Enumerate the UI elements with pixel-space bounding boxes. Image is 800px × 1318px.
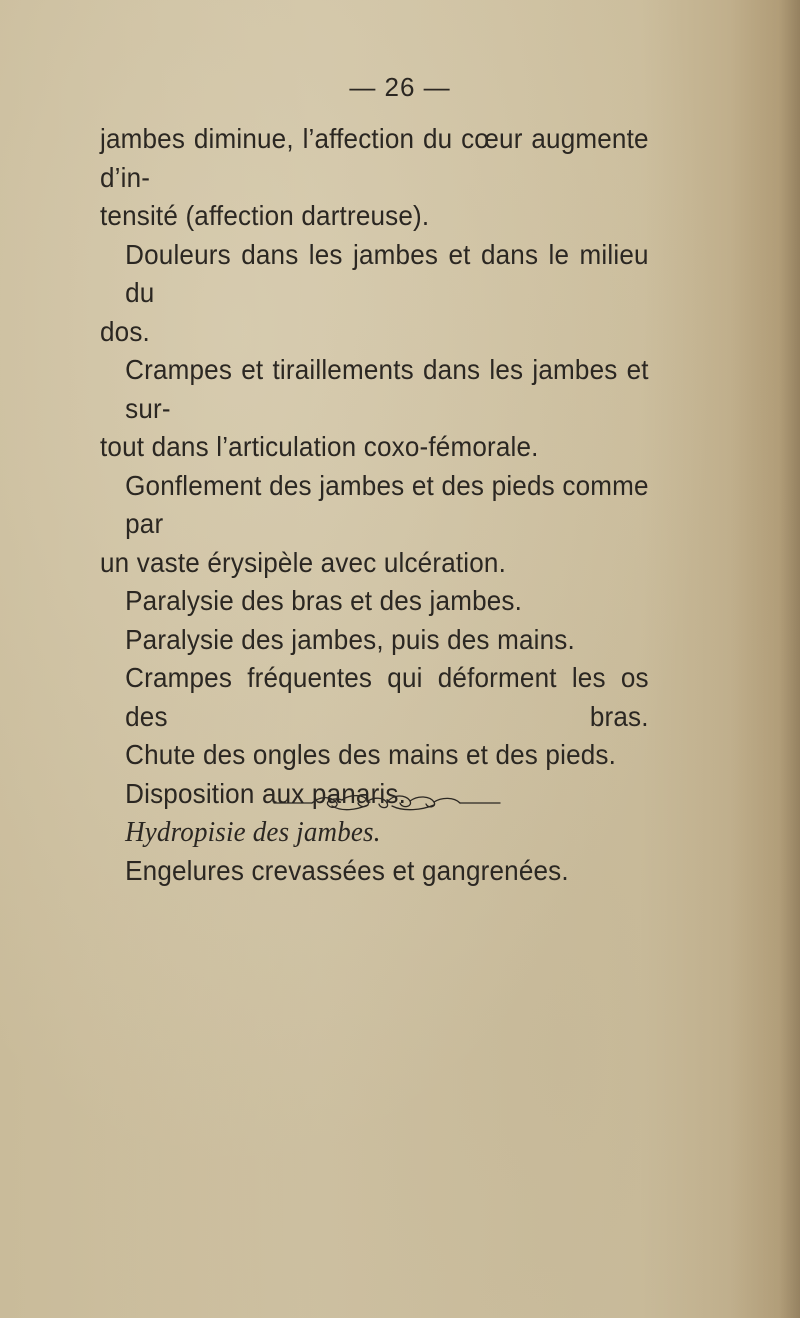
text-line: Paralysie des bras et des jambes. — [125, 585, 523, 616]
text-line: Disposition aux panaris. — [125, 777, 407, 809]
page-number: — 26 — — [349, 72, 451, 102]
text-line: Chute des ongles des mains et des pieds. — [125, 739, 617, 770]
body-text — [100, 120, 649, 890]
text-line: Paralysie des jambes, puis des mains. — [125, 623, 575, 655]
page-edge-shadow — [730, 0, 800, 1318]
text-line: Douleurs dans les jambes et dans le milieu du — [125, 238, 649, 308]
text-line: Crampes fréquentes qui déforment les os des bras. — [125, 662, 649, 732]
text-line: dos. — [100, 315, 150, 347]
text-line: tensité (affection dartreuse). — [100, 200, 430, 231]
text-line: un vaste érysipèle avec ulcération. — [100, 546, 507, 578]
end-of-chapter-flourish-icon — [272, 788, 502, 818]
text-line: jambes diminue, l’affection du cœur augmente d’in- — [100, 123, 649, 193]
text-line: Gonflement des jambes et des pieds comme par — [125, 469, 649, 539]
text-line-italic: Hydropisie des jambes. — [125, 816, 381, 848]
text-line: tout dans l’articulation coxo-fémorale. — [100, 431, 539, 462]
text-line: Crampes et tiraillements dans les jambes et sur- — [125, 354, 649, 424]
text-line: Engelures crevassées et gangrenées. — [125, 854, 569, 886]
